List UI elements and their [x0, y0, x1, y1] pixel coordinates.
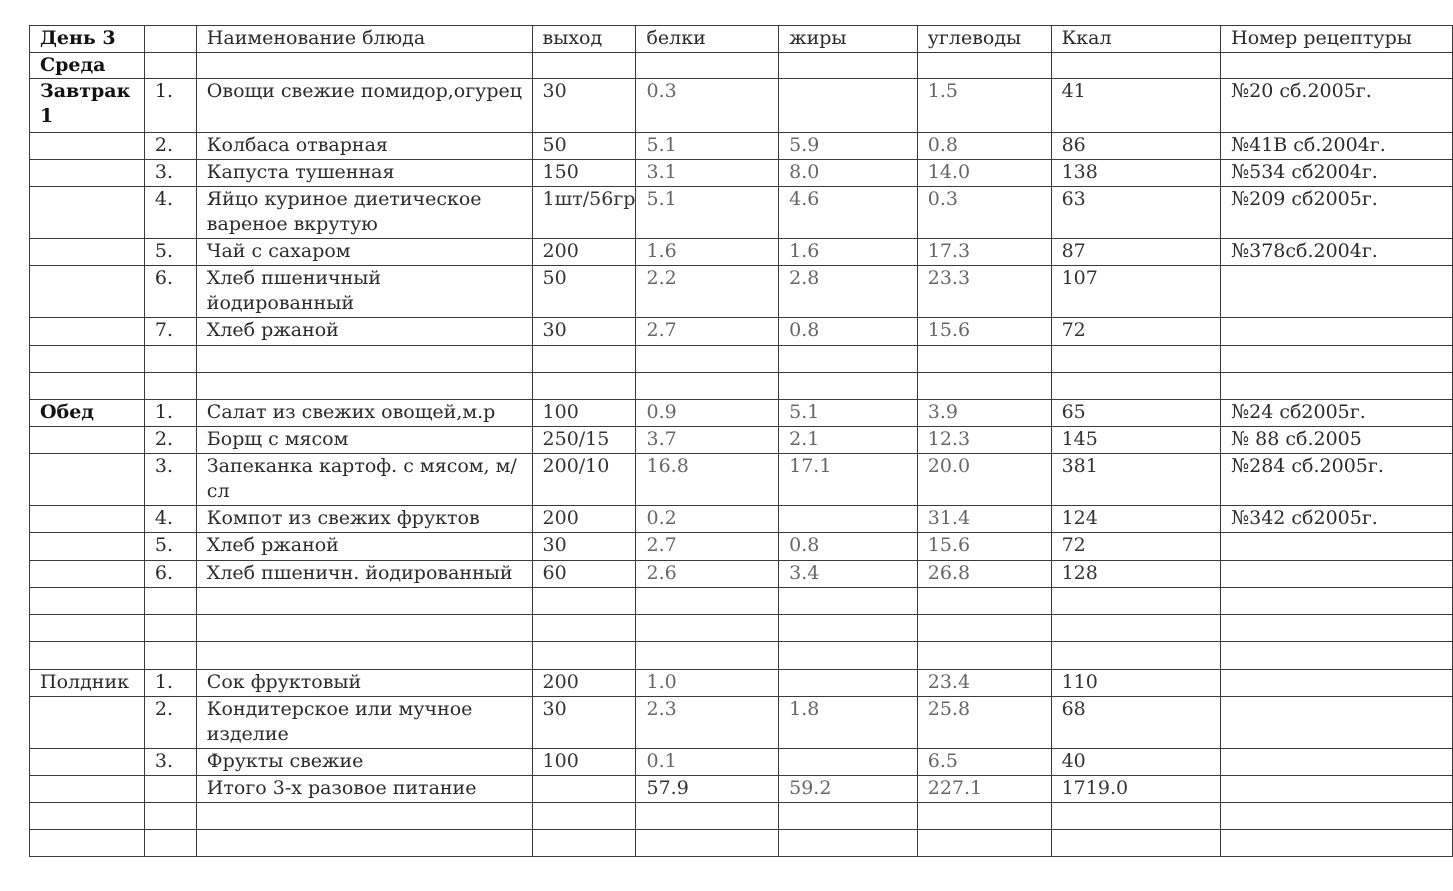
kcal-value: 381: [1051, 454, 1221, 506]
empty-cell: [144, 776, 196, 803]
total-kcal: 1719.0: [1051, 776, 1221, 803]
empty-cell: [144, 373, 196, 400]
item-number: 6.: [144, 561, 196, 588]
carbs-value: 31.4: [917, 506, 1051, 533]
empty-cell: [144, 26, 196, 53]
proteins-value: 5.1: [636, 133, 779, 160]
kcal-value: 86: [1051, 133, 1221, 160]
output-value: 1шт/56гр: [532, 187, 636, 239]
weekday-label: Среда: [30, 53, 145, 79]
empty-cell: [30, 749, 145, 776]
item-number: 1.: [144, 400, 196, 427]
proteins-value: 2.7: [636, 533, 779, 561]
empty-cell: [30, 588, 145, 615]
empty-cell: [917, 346, 1051, 373]
table-row: [30, 400, 1453, 427]
column-header-proteins: белки: [636, 26, 779, 53]
empty-cell: [30, 533, 145, 561]
empty-cell: [1051, 53, 1221, 79]
menu-table-body: [30, 26, 1453, 857]
kcal-value: 72: [1051, 533, 1221, 561]
output-value: 30: [532, 79, 636, 133]
empty-cell: [1221, 588, 1453, 615]
empty-cell: [532, 588, 636, 615]
empty-cell: [1221, 642, 1453, 670]
table-row: [30, 79, 1453, 133]
kcal-value: 41: [1051, 79, 1221, 133]
item-number: 1.: [144, 670, 196, 697]
kcal-value: 68: [1051, 697, 1221, 749]
output-value: 50: [532, 133, 636, 160]
fats-value: 0.8: [779, 318, 918, 346]
column-header-name: Наименование блюда: [196, 26, 532, 53]
column-header-kcal: Ккал: [1051, 26, 1221, 53]
carbs-value: 26.8: [917, 561, 1051, 588]
carbs-value: 15.6: [917, 318, 1051, 346]
output-value: 150: [532, 160, 636, 187]
empty-cell: [144, 53, 196, 79]
fats-value: [779, 749, 918, 776]
item-number: 5.: [144, 239, 196, 266]
empty-cell: [917, 803, 1051, 830]
item-number: 3.: [144, 749, 196, 776]
menu-table: [29, 25, 1453, 857]
output-value: 200: [532, 670, 636, 697]
fats-value: 1.8: [779, 697, 918, 749]
kcal-value: 65: [1051, 400, 1221, 427]
table-row: [30, 749, 1453, 776]
empty-cell: [1221, 830, 1453, 857]
recipe-number: №378сб.2004г.: [1221, 239, 1453, 266]
dish-name: Фрукты свежие: [196, 749, 532, 776]
empty-cell: [30, 427, 145, 454]
empty-cell: [779, 373, 918, 400]
fats-value: 8.0: [779, 160, 918, 187]
fats-value: [779, 79, 918, 133]
recipe-number: [1221, 533, 1453, 561]
empty-cell: [779, 346, 918, 373]
recipe-number: [1221, 670, 1453, 697]
meal-label: Завтрак 1: [30, 79, 145, 133]
dish-name: Колбаса отварная: [196, 133, 532, 160]
empty-row: [30, 346, 1453, 373]
dish-name: Борщ с мясом: [196, 427, 532, 454]
empty-cell: [532, 346, 636, 373]
item-number: 6.: [144, 266, 196, 318]
table-row: [30, 187, 1453, 239]
empty-cell: [30, 454, 145, 506]
empty-cell: [30, 187, 145, 239]
empty-row: [30, 373, 1453, 400]
recipe-number: №284 сб.2005г.: [1221, 454, 1453, 506]
table-row: [30, 239, 1453, 266]
empty-row: [30, 615, 1453, 642]
empty-cell: [917, 615, 1051, 642]
empty-cell: [917, 588, 1051, 615]
column-header-carbs: углеводы: [917, 26, 1051, 53]
empty-cell: [30, 239, 145, 266]
output-value: 30: [532, 318, 636, 346]
empty-cell: [30, 830, 145, 857]
empty-cell: [30, 160, 145, 187]
output-value: 60: [532, 561, 636, 588]
table-row: [30, 160, 1453, 187]
meal-label: Полдник: [30, 670, 145, 697]
empty-cell: [30, 318, 145, 346]
empty-cell: [532, 830, 636, 857]
empty-cell: [636, 803, 779, 830]
recipe-number: №209 сб2005г.: [1221, 187, 1453, 239]
empty-cell: [30, 697, 145, 749]
empty-row: [30, 803, 1453, 830]
proteins-value: 1.6: [636, 239, 779, 266]
dish-name: Чай с сахаром: [196, 239, 532, 266]
empty-row: [30, 642, 1453, 670]
empty-cell: [30, 561, 145, 588]
kcal-value: 107: [1051, 266, 1221, 318]
dish-name: Хлеб пшеничный йодированный: [196, 266, 532, 318]
carbs-value: 0.3: [917, 187, 1051, 239]
empty-cell: [779, 803, 918, 830]
item-number: 1.: [144, 79, 196, 133]
kcal-value: 110: [1051, 670, 1221, 697]
item-number: 2.: [144, 697, 196, 749]
carbs-value: 25.8: [917, 697, 1051, 749]
proteins-value: 0.9: [636, 400, 779, 427]
empty-row: [30, 588, 1453, 615]
item-number: 3.: [144, 454, 196, 506]
carbs-value: 3.9: [917, 400, 1051, 427]
column-header-fats: жиры: [779, 26, 918, 53]
empty-cell: [30, 133, 145, 160]
table-row: [30, 427, 1453, 454]
fats-value: 2.1: [779, 427, 918, 454]
kcal-value: 128: [1051, 561, 1221, 588]
empty-cell: [1221, 776, 1453, 803]
proteins-value: 2.2: [636, 266, 779, 318]
empty-cell: [144, 588, 196, 615]
empty-cell: [30, 266, 145, 318]
kcal-value: 124: [1051, 506, 1221, 533]
table-row: [30, 133, 1453, 160]
carbs-value: 6.5: [917, 749, 1051, 776]
proteins-value: 0.1: [636, 749, 779, 776]
empty-cell: [1051, 615, 1221, 642]
empty-cell: [636, 615, 779, 642]
table-row: [30, 318, 1453, 346]
dish-name: Салат из свежих овощей,м.р: [196, 400, 532, 427]
recipe-number: [1221, 561, 1453, 588]
empty-cell: [196, 53, 532, 79]
output-value: 100: [532, 400, 636, 427]
output-value: 30: [532, 533, 636, 561]
empty-cell: [917, 53, 1051, 79]
recipe-number: №41В сб.2004г.: [1221, 133, 1453, 160]
empty-cell: [144, 346, 196, 373]
table-row: [30, 454, 1453, 506]
dish-name: Яйцо куриное диетическое вареное вкрутую: [196, 187, 532, 239]
empty-cell: [636, 346, 779, 373]
column-header-recipe: Номер рецептуры: [1221, 26, 1453, 53]
dish-name: Кондитерское или мучное изделие: [196, 697, 532, 749]
empty-cell: [1221, 53, 1453, 79]
dish-name: Хлеб ржаной: [196, 533, 532, 561]
kcal-value: 63: [1051, 187, 1221, 239]
kcal-value: 138: [1051, 160, 1221, 187]
output-value: 100: [532, 749, 636, 776]
recipe-number: №24 сб2005г.: [1221, 400, 1453, 427]
kcal-value: 145: [1051, 427, 1221, 454]
empty-cell: [1051, 346, 1221, 373]
fats-value: 5.1: [779, 400, 918, 427]
empty-cell: [1051, 830, 1221, 857]
empty-cell: [532, 615, 636, 642]
empty-cell: [30, 642, 145, 670]
fats-value: 4.6: [779, 187, 918, 239]
total-row: [30, 776, 1453, 803]
output-value: 200: [532, 239, 636, 266]
empty-cell: [532, 53, 636, 79]
proteins-value: 16.8: [636, 454, 779, 506]
fats-value: 1.6: [779, 239, 918, 266]
proteins-value: 3.1: [636, 160, 779, 187]
empty-cell: [196, 346, 532, 373]
empty-cell: [196, 588, 532, 615]
fats-value: [779, 670, 918, 697]
empty-cell: [1221, 615, 1453, 642]
dish-name: Капуста тушенная: [196, 160, 532, 187]
item-number: 5.: [144, 533, 196, 561]
proteins-value: 2.7: [636, 318, 779, 346]
dish-name: Хлеб пшеничн. йодированный: [196, 561, 532, 588]
carbs-value: 23.3: [917, 266, 1051, 318]
total-carbs: 227.1: [917, 776, 1051, 803]
empty-cell: [1051, 803, 1221, 830]
day-label: День 3: [30, 26, 145, 53]
empty-cell: [30, 776, 145, 803]
empty-cell: [636, 588, 779, 615]
dish-name: Сок фруктовый: [196, 670, 532, 697]
empty-cell: [30, 803, 145, 830]
empty-cell: [636, 53, 779, 79]
empty-row: [30, 830, 1453, 857]
empty-cell: [636, 373, 779, 400]
fats-value: 17.1: [779, 454, 918, 506]
item-number: 7.: [144, 318, 196, 346]
empty-cell: [30, 373, 145, 400]
empty-cell: [532, 803, 636, 830]
empty-cell: [779, 615, 918, 642]
empty-cell: [917, 373, 1051, 400]
total-fats: 59.2: [779, 776, 918, 803]
empty-cell: [779, 53, 918, 79]
empty-cell: [1051, 642, 1221, 670]
fats-value: [779, 506, 918, 533]
total-proteins: 57.9: [636, 776, 779, 803]
empty-cell: [779, 830, 918, 857]
proteins-value: 0.3: [636, 79, 779, 133]
empty-cell: [636, 830, 779, 857]
output-value: 200: [532, 506, 636, 533]
recipe-number: [1221, 266, 1453, 318]
dish-name: Овощи свежие помидор,огурец: [196, 79, 532, 133]
item-number: 3.: [144, 160, 196, 187]
output-value: 30: [532, 697, 636, 749]
empty-cell: [636, 642, 779, 670]
recipe-number: №534 сб2004г.: [1221, 160, 1453, 187]
recipe-number: [1221, 749, 1453, 776]
output-value: 250/15: [532, 427, 636, 454]
proteins-value: 5.1: [636, 187, 779, 239]
column-header-output: выход: [532, 26, 636, 53]
empty-cell: [196, 830, 532, 857]
fats-value: 2.8: [779, 266, 918, 318]
empty-cell: [144, 830, 196, 857]
empty-cell: [144, 803, 196, 830]
empty-cell: [1221, 373, 1453, 400]
table-row: [30, 670, 1453, 697]
empty-cell: [144, 615, 196, 642]
proteins-value: 2.6: [636, 561, 779, 588]
item-number: 4.: [144, 187, 196, 239]
empty-cell: [532, 642, 636, 670]
dish-name: Запеканка картоф. с мясом, м/сл: [196, 454, 532, 506]
weekday-row: [30, 53, 1453, 79]
table-row: [30, 533, 1453, 561]
carbs-value: 15.6: [917, 533, 1051, 561]
empty-cell: [144, 642, 196, 670]
empty-cell: [1051, 588, 1221, 615]
item-number: 2.: [144, 133, 196, 160]
recipe-number: №20 сб.2005г.: [1221, 79, 1453, 133]
empty-cell: [779, 588, 918, 615]
empty-cell: [30, 506, 145, 533]
proteins-value: 3.7: [636, 427, 779, 454]
empty-cell: [1051, 373, 1221, 400]
carbs-value: 20.0: [917, 454, 1051, 506]
fats-value: 0.8: [779, 533, 918, 561]
carbs-value: 12.3: [917, 427, 1051, 454]
empty-cell: [196, 615, 532, 642]
output-value: 200/10: [532, 454, 636, 506]
carbs-value: 0.8: [917, 133, 1051, 160]
proteins-value: 0.2: [636, 506, 779, 533]
fats-value: 3.4: [779, 561, 918, 588]
proteins-value: 2.3: [636, 697, 779, 749]
carbs-value: 23.4: [917, 670, 1051, 697]
total-label: Итого 3-х разовое питание: [196, 776, 532, 803]
carbs-value: 1.5: [917, 79, 1051, 133]
meal-label: Обед: [30, 400, 145, 427]
header-row: [30, 26, 1453, 53]
proteins-value: 1.0: [636, 670, 779, 697]
table-row: [30, 697, 1453, 749]
empty-cell: [1221, 346, 1453, 373]
empty-cell: [532, 373, 636, 400]
table-row: [30, 506, 1453, 533]
dish-name: Хлеб ржаной: [196, 318, 532, 346]
table-row: [30, 266, 1453, 318]
recipe-number: № 88 сб.2005: [1221, 427, 1453, 454]
empty-cell: [532, 776, 636, 803]
empty-cell: [917, 642, 1051, 670]
empty-cell: [1221, 803, 1453, 830]
item-number: 2.: [144, 427, 196, 454]
empty-cell: [196, 642, 532, 670]
item-number: 4.: [144, 506, 196, 533]
empty-cell: [917, 830, 1051, 857]
output-value: 50: [532, 266, 636, 318]
kcal-value: 87: [1051, 239, 1221, 266]
recipe-number: №342 сб2005г.: [1221, 506, 1453, 533]
carbs-value: 17.3: [917, 239, 1051, 266]
recipe-number: [1221, 318, 1453, 346]
kcal-value: 40: [1051, 749, 1221, 776]
carbs-value: 14.0: [917, 160, 1051, 187]
fats-value: 5.9: [779, 133, 918, 160]
empty-cell: [30, 615, 145, 642]
empty-cell: [779, 642, 918, 670]
empty-cell: [196, 803, 532, 830]
kcal-value: 72: [1051, 318, 1221, 346]
empty-cell: [196, 373, 532, 400]
dish-name: Компот из свежих фруктов: [196, 506, 532, 533]
recipe-number: [1221, 697, 1453, 749]
table-row: [30, 561, 1453, 588]
empty-cell: [30, 346, 145, 373]
